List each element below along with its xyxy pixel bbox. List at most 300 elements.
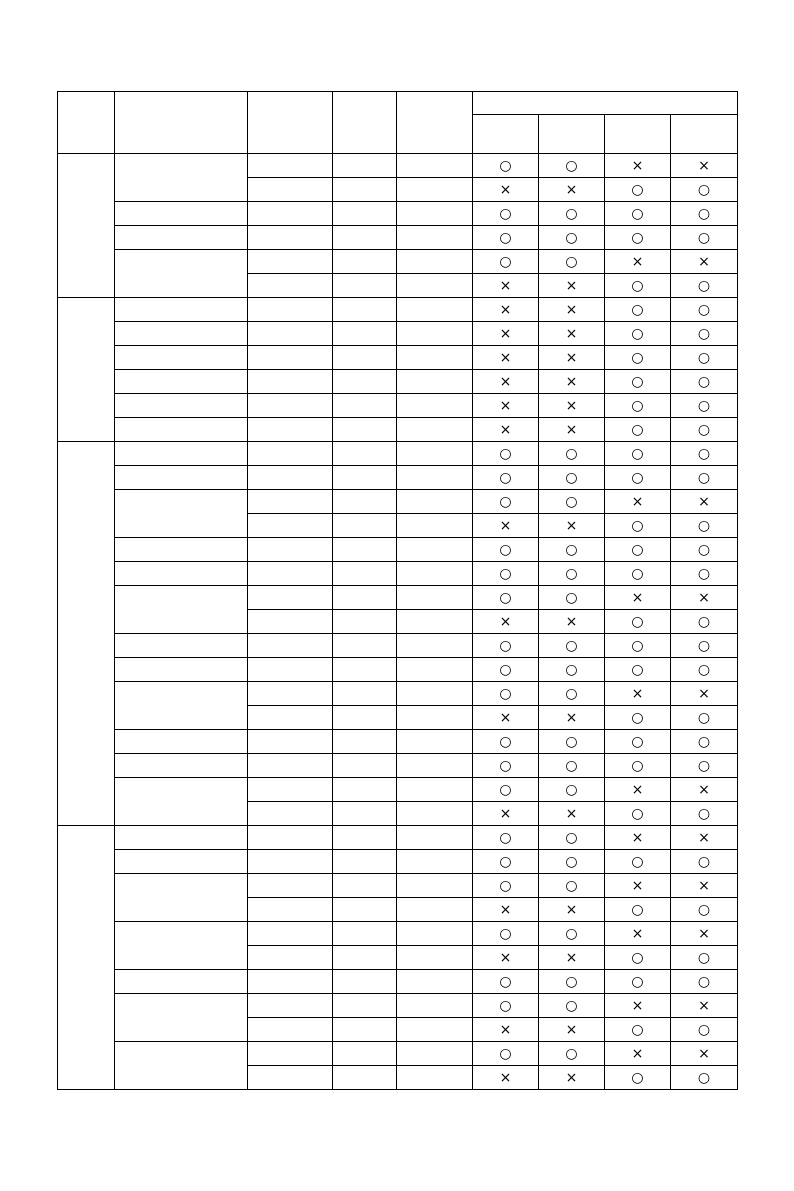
- circle-mark-icon: ○: [499, 853, 512, 870]
- mark-cell: [671, 826, 738, 850]
- blank-cell: [397, 562, 473, 586]
- table-row: [58, 922, 738, 946]
- cross-mark-icon: ×: [565, 277, 578, 294]
- cross-mark-icon: ×: [631, 877, 644, 894]
- circle-mark-icon: ○: [697, 805, 711, 822]
- mark-cell: [473, 898, 539, 922]
- circle-mark-icon: ○: [499, 733, 512, 750]
- header-category: [58, 92, 115, 154]
- cross-mark-icon: ×: [631, 829, 644, 846]
- blank-cell: [397, 490, 473, 514]
- mark-cell: [539, 466, 605, 490]
- blank-cell: [397, 682, 473, 706]
- cross-mark-icon: ×: [631, 997, 644, 1014]
- circle-mark-icon: ○: [565, 445, 578, 462]
- circle-mark-icon: ○: [697, 901, 711, 918]
- cross-mark-icon: ×: [631, 781, 644, 798]
- mark-cell: [473, 634, 539, 658]
- mark-cell: [539, 538, 605, 562]
- circle-mark-icon: ○: [697, 1021, 711, 1038]
- circle-mark-icon: ○: [565, 973, 578, 990]
- circle-mark-icon: ○: [631, 661, 644, 678]
- mark-cell: [671, 898, 738, 922]
- cross-mark-icon: ×: [698, 157, 710, 174]
- blank-cell: [397, 394, 473, 418]
- circle-mark-icon: ○: [697, 973, 711, 990]
- mark-cell: [539, 874, 605, 898]
- mark-cell: [473, 586, 539, 610]
- circle-mark-icon: ○: [565, 757, 578, 774]
- compatibility-table: [57, 91, 738, 1090]
- circle-mark-icon: ○: [631, 277, 644, 294]
- blank-cell: [248, 706, 333, 730]
- blank-cell: [333, 970, 397, 994]
- circle-mark-icon: ○: [697, 661, 711, 678]
- blank-cell: [397, 514, 473, 538]
- mark-cell: [605, 970, 671, 994]
- item-cell: [115, 370, 248, 394]
- item-cell: [115, 298, 248, 322]
- blank-cell: [333, 946, 397, 970]
- item-cell: [115, 1042, 248, 1090]
- blank-cell: [248, 1066, 333, 1090]
- circle-mark-icon: ○: [565, 685, 578, 702]
- mark-cell: [539, 586, 605, 610]
- mark-cell: [539, 154, 605, 178]
- blank-cell: [248, 466, 333, 490]
- mark-cell: [671, 538, 738, 562]
- item-cell: [115, 538, 248, 562]
- mark-cell: [605, 490, 671, 514]
- mark-cell: [539, 658, 605, 682]
- mark-cell: [539, 1066, 605, 1090]
- mark-cell: [605, 178, 671, 202]
- blank-cell: [333, 850, 397, 874]
- header-row-top: [58, 92, 738, 115]
- circle-mark-icon: ○: [565, 253, 578, 270]
- circle-mark-icon: ○: [631, 733, 644, 750]
- cross-mark-icon: ×: [698, 589, 710, 606]
- mark-cell: [539, 970, 605, 994]
- mark-cell: [671, 778, 738, 802]
- mark-cell: [605, 994, 671, 1018]
- mark-cell: [539, 394, 605, 418]
- mark-cell: [671, 610, 738, 634]
- blank-cell: [397, 154, 473, 178]
- cross-mark-icon: ×: [565, 613, 578, 630]
- mark-cell: [671, 346, 738, 370]
- blank-cell: [248, 850, 333, 874]
- circle-mark-icon: ○: [697, 1069, 711, 1086]
- blank-cell: [333, 1042, 397, 1066]
- blank-cell: [397, 298, 473, 322]
- blank-cell: [397, 946, 473, 970]
- blank-cell: [333, 154, 397, 178]
- blank-cell: [333, 490, 397, 514]
- circle-mark-icon: ○: [565, 925, 578, 942]
- circle-mark-icon: ○: [631, 853, 644, 870]
- blank-cell: [397, 322, 473, 346]
- circle-mark-icon: ○: [565, 781, 578, 798]
- mark-cell: [671, 1042, 738, 1066]
- mark-cell: [605, 586, 671, 610]
- blank-cell: [248, 274, 333, 298]
- header-subcol: [671, 115, 738, 154]
- blank-cell: [397, 994, 473, 1018]
- mark-cell: [605, 202, 671, 226]
- blank-cell: [397, 778, 473, 802]
- mark-cell: [473, 610, 539, 634]
- mark-cell: [539, 1042, 605, 1066]
- blank-cell: [333, 586, 397, 610]
- mark-cell: [539, 562, 605, 586]
- blank-cell: [333, 874, 397, 898]
- circle-mark-icon: ○: [697, 733, 711, 750]
- table-row: [58, 442, 738, 466]
- mark-cell: [671, 946, 738, 970]
- table-row: [58, 826, 738, 850]
- cross-mark-icon: ×: [499, 277, 512, 294]
- mark-cell: [671, 586, 738, 610]
- table-row: [58, 250, 738, 274]
- blank-cell: [397, 1018, 473, 1042]
- cross-mark-icon: ×: [499, 1069, 512, 1086]
- cross-mark-icon: ×: [698, 925, 710, 942]
- blank-cell: [248, 178, 333, 202]
- mark-cell: [605, 370, 671, 394]
- blank-cell: [397, 898, 473, 922]
- circle-mark-icon: ○: [631, 973, 644, 990]
- mark-cell: [473, 1018, 539, 1042]
- circle-mark-icon: ○: [565, 637, 578, 654]
- mark-cell: [605, 850, 671, 874]
- cross-mark-icon: ×: [565, 325, 578, 342]
- mark-cell: [473, 562, 539, 586]
- mark-cell: [473, 994, 539, 1018]
- mark-cell: [473, 250, 539, 274]
- header-col5: [397, 92, 473, 154]
- blank-cell: [397, 658, 473, 682]
- mark-cell: [605, 562, 671, 586]
- mark-cell: [473, 706, 539, 730]
- circle-mark-icon: ○: [565, 733, 578, 750]
- mark-cell: [473, 466, 539, 490]
- table-row: [58, 538, 738, 562]
- mark-cell: [539, 802, 605, 826]
- blank-cell: [248, 610, 333, 634]
- table-row: [58, 154, 738, 178]
- circle-mark-icon: ○: [499, 229, 512, 246]
- circle-mark-icon: ○: [697, 853, 711, 870]
- mark-cell: [539, 250, 605, 274]
- circle-mark-icon: ○: [499, 469, 512, 486]
- mark-cell: [605, 682, 671, 706]
- mark-cell: [671, 634, 738, 658]
- blank-cell: [397, 226, 473, 250]
- mark-cell: [605, 226, 671, 250]
- mark-cell: [539, 778, 605, 802]
- mark-cell: [539, 322, 605, 346]
- mark-cell: [539, 754, 605, 778]
- blank-cell: [333, 994, 397, 1018]
- table-row: [58, 586, 738, 610]
- mark-cell: [473, 730, 539, 754]
- blank-cell: [333, 370, 397, 394]
- mark-cell: [539, 490, 605, 514]
- mark-cell: [671, 730, 738, 754]
- header-col4: [333, 92, 397, 154]
- mark-cell: [671, 274, 738, 298]
- blank-cell: [248, 754, 333, 778]
- item-cell: [115, 418, 248, 442]
- mark-cell: [671, 490, 738, 514]
- circle-mark-icon: ○: [499, 541, 512, 558]
- mark-cell: [539, 730, 605, 754]
- circle-mark-icon: ○: [499, 781, 512, 798]
- blank-cell: [248, 370, 333, 394]
- blank-cell: [333, 730, 397, 754]
- mark-cell: [605, 394, 671, 418]
- circle-mark-icon: ○: [499, 205, 512, 222]
- blank-cell: [248, 922, 333, 946]
- mark-cell: [539, 346, 605, 370]
- mark-cell: [473, 778, 539, 802]
- cross-mark-icon: ×: [565, 301, 578, 318]
- item-cell: [115, 466, 248, 490]
- blank-cell: [333, 562, 397, 586]
- mark-cell: [671, 178, 738, 202]
- blank-cell: [397, 274, 473, 298]
- blank-cell: [248, 562, 333, 586]
- circle-mark-icon: ○: [697, 469, 711, 486]
- circle-mark-icon: ○: [697, 205, 711, 222]
- mark-cell: [605, 730, 671, 754]
- circle-mark-icon: ○: [631, 373, 644, 390]
- mark-cell: [473, 418, 539, 442]
- circle-mark-icon: ○: [565, 661, 578, 678]
- circle-mark-icon: ○: [631, 565, 644, 582]
- blank-cell: [397, 418, 473, 442]
- mark-cell: [671, 802, 738, 826]
- cross-mark-icon: ×: [631, 589, 644, 606]
- blank-cell: [248, 682, 333, 706]
- circle-mark-icon: ○: [631, 421, 644, 438]
- circle-mark-icon: ○: [697, 325, 711, 342]
- mark-cell: [473, 922, 539, 946]
- blank-cell: [248, 514, 333, 538]
- blank-cell: [333, 442, 397, 466]
- table-row: [58, 202, 738, 226]
- mark-cell: [671, 298, 738, 322]
- circle-mark-icon: ○: [499, 445, 512, 462]
- cross-mark-icon: ×: [499, 373, 512, 390]
- circle-mark-icon: ○: [499, 997, 512, 1014]
- circle-mark-icon: ○: [697, 181, 711, 198]
- mark-cell: [671, 754, 738, 778]
- mark-cell: [671, 922, 738, 946]
- mark-cell: [671, 418, 738, 442]
- header-subcol: [605, 115, 671, 154]
- cross-mark-icon: ×: [698, 253, 710, 270]
- circle-mark-icon: ○: [565, 829, 578, 846]
- blank-cell: [333, 178, 397, 202]
- blank-cell: [333, 514, 397, 538]
- item-cell: [115, 994, 248, 1042]
- cross-mark-icon: ×: [631, 493, 644, 510]
- blank-cell: [248, 898, 333, 922]
- blank-cell: [333, 754, 397, 778]
- blank-cell: [397, 826, 473, 850]
- item-cell: [115, 658, 248, 682]
- blank-cell: [397, 634, 473, 658]
- table-row: [58, 754, 738, 778]
- circle-mark-icon: ○: [631, 325, 644, 342]
- blank-cell: [248, 586, 333, 610]
- cross-mark-icon: ×: [499, 349, 512, 366]
- table-row: [58, 466, 738, 490]
- circle-mark-icon: ○: [499, 829, 512, 846]
- circle-mark-icon: ○: [565, 997, 578, 1014]
- blank-cell: [333, 250, 397, 274]
- mark-cell: [473, 658, 539, 682]
- item-cell: [115, 490, 248, 538]
- table-row: [58, 322, 738, 346]
- item-cell: [115, 562, 248, 586]
- mark-cell: [671, 970, 738, 994]
- cross-mark-icon: ×: [631, 157, 644, 174]
- circle-mark-icon: ○: [499, 637, 512, 654]
- table-row: [58, 970, 738, 994]
- blank-cell: [248, 970, 333, 994]
- cross-mark-icon: ×: [499, 709, 512, 726]
- mark-cell: [539, 442, 605, 466]
- mark-cell: [473, 538, 539, 562]
- mark-cell: [473, 298, 539, 322]
- cross-mark-icon: ×: [499, 397, 512, 414]
- category-cell: [58, 298, 115, 442]
- cross-mark-icon: ×: [565, 517, 578, 534]
- circle-mark-icon: ○: [631, 805, 644, 822]
- blank-cell: [248, 490, 333, 514]
- blank-cell: [333, 1066, 397, 1090]
- mark-cell: [473, 970, 539, 994]
- circle-mark-icon: ○: [565, 541, 578, 558]
- mark-cell: [605, 418, 671, 442]
- mark-cell: [605, 154, 671, 178]
- cross-mark-icon: ×: [499, 301, 512, 318]
- circle-mark-icon: ○: [499, 877, 512, 894]
- circle-mark-icon: ○: [697, 445, 711, 462]
- circle-mark-icon: ○: [631, 1069, 644, 1086]
- circle-mark-icon: ○: [631, 229, 644, 246]
- circle-mark-icon: ○: [499, 157, 512, 174]
- mark-cell: [605, 922, 671, 946]
- circle-mark-icon: ○: [565, 205, 578, 222]
- mark-cell: [605, 802, 671, 826]
- cross-mark-icon: ×: [631, 1045, 644, 1062]
- blank-cell: [333, 658, 397, 682]
- mark-cell: [539, 922, 605, 946]
- circle-mark-icon: ○: [565, 157, 578, 174]
- mark-cell: [473, 442, 539, 466]
- mark-cell: [473, 490, 539, 514]
- table-row: [58, 490, 738, 514]
- mark-cell: [605, 1018, 671, 1042]
- circle-mark-icon: ○: [697, 949, 711, 966]
- blank-cell: [333, 922, 397, 946]
- cross-mark-icon: ×: [499, 1021, 512, 1038]
- blank-cell: [397, 466, 473, 490]
- mark-cell: [473, 202, 539, 226]
- mark-cell: [671, 1066, 738, 1090]
- cross-mark-icon: ×: [631, 685, 644, 702]
- mark-cell: [605, 826, 671, 850]
- blank-cell: [248, 1018, 333, 1042]
- circle-mark-icon: ○: [565, 853, 578, 870]
- item-cell: [115, 850, 248, 874]
- cross-mark-icon: ×: [698, 829, 710, 846]
- mark-cell: [671, 514, 738, 538]
- blank-cell: [397, 250, 473, 274]
- circle-mark-icon: ○: [697, 229, 711, 246]
- table-row: [58, 394, 738, 418]
- blank-cell: [397, 538, 473, 562]
- circle-mark-icon: ○: [697, 517, 711, 534]
- blank-cell: [397, 370, 473, 394]
- circle-mark-icon: ○: [499, 661, 512, 678]
- mark-cell: [539, 1018, 605, 1042]
- circle-mark-icon: ○: [697, 541, 711, 558]
- table-body: [58, 92, 738, 1090]
- mark-cell: [605, 346, 671, 370]
- mark-cell: [671, 250, 738, 274]
- mark-cell: [605, 778, 671, 802]
- circle-mark-icon: ○: [631, 517, 644, 534]
- circle-mark-icon: ○: [697, 637, 711, 654]
- blank-cell: [333, 202, 397, 226]
- mark-cell: [605, 898, 671, 922]
- blank-cell: [397, 610, 473, 634]
- blank-cell: [333, 346, 397, 370]
- mark-cell: [671, 226, 738, 250]
- mark-cell: [605, 754, 671, 778]
- blank-cell: [397, 1066, 473, 1090]
- circle-mark-icon: ○: [631, 397, 644, 414]
- circle-mark-icon: ○: [499, 493, 512, 510]
- mark-cell: [473, 850, 539, 874]
- circle-mark-icon: ○: [565, 589, 578, 606]
- blank-cell: [248, 394, 333, 418]
- mark-cell: [671, 706, 738, 730]
- blank-cell: [397, 802, 473, 826]
- circle-mark-icon: ○: [631, 205, 644, 222]
- circle-mark-icon: ○: [697, 373, 711, 390]
- mark-cell: [473, 154, 539, 178]
- cross-mark-icon: ×: [698, 685, 710, 702]
- blank-cell: [333, 634, 397, 658]
- circle-mark-icon: ○: [631, 445, 644, 462]
- circle-mark-icon: ○: [499, 757, 512, 774]
- blank-cell: [397, 970, 473, 994]
- circle-mark-icon: ○: [697, 301, 711, 318]
- blank-cell: [397, 202, 473, 226]
- circle-mark-icon: ○: [631, 709, 644, 726]
- cross-mark-icon: ×: [565, 901, 578, 918]
- mark-cell: [473, 322, 539, 346]
- mark-cell: [539, 610, 605, 634]
- table-row: [58, 562, 738, 586]
- circle-mark-icon: ○: [565, 565, 578, 582]
